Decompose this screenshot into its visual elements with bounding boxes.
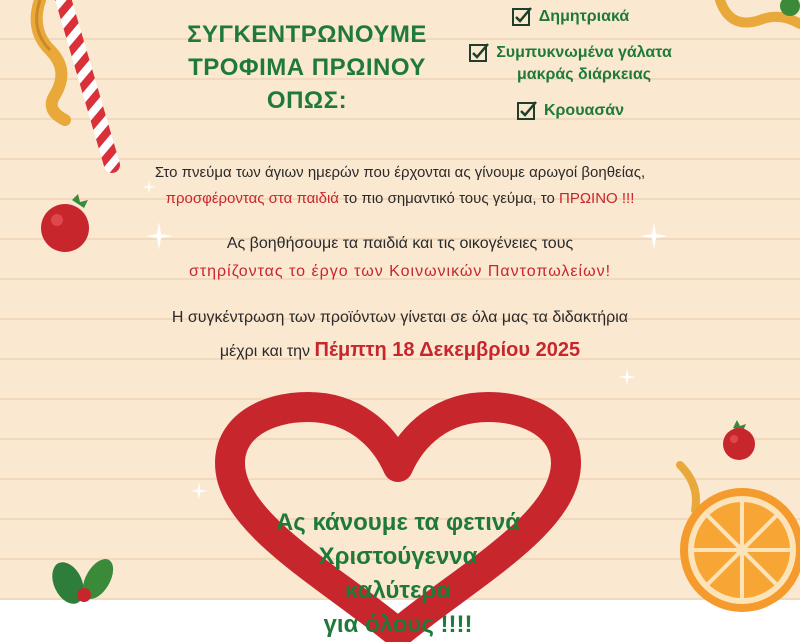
title-line: ΟΠΩΣ: [266, 87, 348, 114]
checkbox-checked-icon [511, 6, 533, 28]
message-line: Στο πνεύμα των άγιων ημερών που έρχονται ας γίνουμε αρωγοί βοηθείας, [154, 164, 646, 181]
message-text: το πιο σημαντικό τους γεύμα, το [338, 190, 559, 207]
item-label: Κρουασάν [543, 102, 625, 119]
message-text: μέχρι και την [219, 343, 315, 360]
page-title [172, 18, 442, 117]
checkbox-checked-icon [468, 42, 490, 64]
title-line: ΤΡΟΦΙΜΑ ΠΡΩΙΝΟΥ [188, 54, 426, 81]
message-line [110, 186, 690, 212]
message-paragraph-3 [110, 302, 690, 368]
orange-slice-icon [660, 455, 800, 600]
item-label: Δημητριακά [538, 8, 630, 25]
list-item [465, 6, 675, 28]
message-line: Ας βοηθήσουμε τα παιδιά και τις οικογένειες τους [226, 235, 574, 252]
heart-message [268, 506, 528, 642]
pomegranate-icon [30, 190, 100, 260]
sparkle-icon [618, 368, 636, 386]
breakfast-items-list [465, 2, 675, 122]
list-item [465, 100, 675, 122]
list-item [465, 42, 675, 86]
highlight-text: στηρίζοντας το έργο των Κοινωνικών Παντοπωλείων! [188, 263, 612, 280]
highlight-text: ΠΡΩΙΝΟ !!! [558, 190, 635, 207]
ribbon-corner-icon [700, 0, 800, 40]
title-line: ΣΥΓΚΕΝΤΡΩΝΟΥΜΕ [187, 21, 427, 48]
heart-line: Ας κάνουμε τα φετινά [275, 509, 521, 536]
heart-line: Χριστούγεννα καλύτερα [318, 543, 478, 604]
message-line: Η συγκέντρωση των προϊόντων γίνεται σε όλα μας τα διδακτήρια [171, 309, 629, 326]
holly-leaves-icon [40, 555, 130, 600]
message-paragraph-2 [110, 230, 690, 286]
candy-cane-icon [50, 0, 130, 180]
item-label: Συμπυκνωμένα γάλατα [496, 44, 672, 61]
sparkle-icon [190, 482, 208, 500]
message-paragraph-1 [110, 160, 690, 212]
item-label: μακράς διάρκειας [516, 66, 652, 83]
highlight-text: προσφέροντας στα παιδιά [165, 190, 339, 207]
message-line [110, 334, 690, 368]
heart-line: για όλους !!!! [323, 611, 473, 638]
deadline-date: Πέμπτη 18 Δεκεμβρίου 2025 [314, 339, 581, 361]
checkbox-checked-icon [516, 100, 538, 122]
